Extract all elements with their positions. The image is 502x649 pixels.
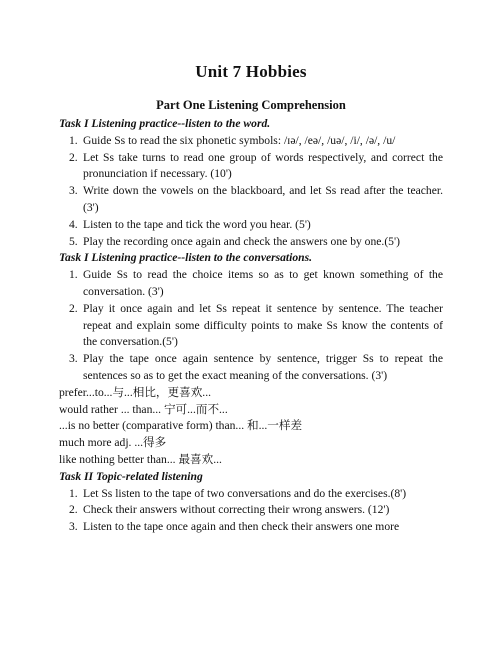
document-body (59, 116, 443, 536)
list-item-text: Check their answers without correcting their wrong answers. (12') (83, 503, 390, 517)
list-item-text: Play it once again and let Ss repeat it sentence by sentence. The teacher repeat and explain some difficulty points to make Ss know the contents of the conversation.(5') (83, 301, 443, 349)
list-item: 2. Let Ss take turns to read one group of words respectively, and correct the pronunciation if necessary. (10') (69, 150, 443, 181)
list-item-text: Listen to the tape once again and then check their answers one more (83, 520, 400, 534)
list-item: 4. Listen to the tape and tick the word you hear. (5') (69, 217, 311, 231)
phrase-line: like nothing better than... 最喜欢... (59, 452, 222, 466)
task-heading: Task II Topic-related listening (59, 469, 203, 483)
page-title: Unit 7 Hobbies (195, 62, 307, 81)
list-item-text: Let Ss take turns to read one group of words respectively, and correct the pronunciation if necessary. (10') (83, 150, 443, 181)
phrase-line: ...is no better (comparative form) than... 和...一样差 (59, 419, 303, 433)
task-list (59, 486, 443, 536)
task-heading: Task I Listening practice--listen to the word. (59, 117, 271, 130)
list-item: 2. Check their answers without correcting their wrong answers. (12') (69, 503, 390, 517)
task-heading: Task I Listening practice--listen to the conversations. (59, 251, 313, 265)
phrase-line: would rather ... than... 宁可...而不... (59, 402, 228, 416)
list-item: 2. Play it once again and let Ss repeat it sentence by sentence. The teacher repeat and explain some difficulty points to make Ss know the contents of the conversation.(5') (69, 301, 443, 349)
list-item-text: Write down the vowels on the blackboard, and let Ss read after the teacher. (3') (83, 184, 443, 214)
part-heading: Part One Listening Comprehension (156, 98, 346, 112)
phrase-line: prefer...to...与...相比，更喜欢... (59, 385, 211, 399)
phrase-line: much more adj. ...得多 (59, 436, 167, 450)
list-item: 3. Play the tape once again sentence by sentence, trigger Ss to repeat the sentences so as to get the exact meaning of the conversations. (3') (69, 352, 443, 382)
list-item: 5. Play the recording once again and check the answers one by one.(5') (69, 234, 400, 248)
list-item: 1. Guide Ss to read the choice items so as to get known something of the conversation. (3') (69, 268, 443, 298)
list-item: 1. Let Ss listen to the tape of two conversations and do the exercises.(8') (69, 486, 407, 500)
list-item-text: Play the recording once again and check the answers one by one.(5') (83, 234, 400, 248)
list-item-text: Guide Ss to read the choice items so as to get known something of the conversation. (3') (83, 268, 443, 298)
list-item-text: Play the tape once again sentence by sentence, trigger Ss to repeat the sentences so as to get the exact meaning of the conversations. (3') (83, 352, 443, 382)
list-item: 3. Listen to the tape once again and then check their answers one more (69, 520, 400, 534)
list-item: 1. Guide Ss to read the six phonetic symbols: /ɪə/, /eə/, /uə/, /i/, /ə/, /u/ (69, 133, 396, 147)
list-item-text: Let Ss listen to the tape of two conversations and do the exercises.(8') (83, 486, 407, 500)
task-list (59, 133, 443, 251)
list-item: 3. Write down the vowels on the blackboard, and let Ss read after the teacher. (3') (69, 184, 443, 214)
task-list (59, 267, 443, 385)
list-item-text: Guide Ss to read the six phonetic symbols: /ɪə/, /eə/, /uə/, /i/, /ə/, /u/ (83, 133, 396, 147)
list-item-text: Listen to the tape and tick the word you hear. (5') (83, 217, 311, 231)
